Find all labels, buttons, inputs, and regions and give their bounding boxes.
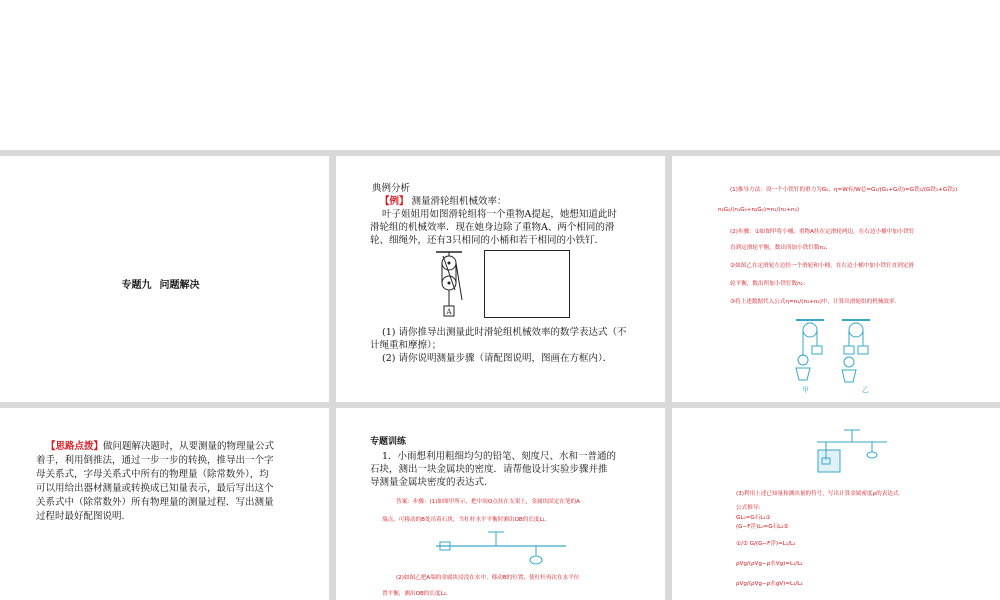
derivation-line-4: (G−F浮)L₀=G石L₂②	[736, 524, 789, 530]
tip-line-1	[46, 440, 274, 453]
slide-title	[0, 276, 329, 291]
problem-line-1: 叶子姐姐用如图滑轮组将一个重物A提起，她想知道此时	[382, 209, 617, 220]
answer-line-4: 置平衡，测出OB的长度L₂.	[382, 591, 448, 597]
answer-line-5: ②如图乙在定滑轮左边挂一个滑轮和小桶，在右边小桶中加小铁钉直到定滑	[730, 263, 915, 269]
derivation-line-5: ①/② G/(G−F浮)=L₁/L₂	[736, 541, 796, 547]
problem-line-3: 导测量金属块密度的表达式.	[370, 477, 488, 488]
slide-thumbnail-4[interactable]	[0, 408, 329, 600]
figure-label-a: 甲	[802, 386, 809, 394]
slide-thumbnail-3[interactable]	[672, 156, 1000, 402]
derivation-line-7: ρVg/(ρVg−ρ水gV)=L₁/L₂	[736, 581, 803, 587]
answer-line-2: 端点，可移动的B处吊着石块，当杠杆水平平衡时测出OB的长度L₁.	[382, 517, 547, 523]
answer-line-3: (2)如图乙把A端的金属块浸没在水中，移动B的位置，使杠杆再次在水平位	[396, 575, 580, 581]
example-line	[380, 195, 507, 208]
problem-line-3: 轮、细绳外，还有3只相同的小桶和若干相同的小铁钉．	[370, 235, 605, 246]
tip-line-2: 着手，利用倒推法，通过一步一步的转换，推导出一个字	[36, 455, 274, 466]
answer-line-2: n₁G₀/(n₁G₀+n₂G₀)=n₁/(n₁+n₂)	[718, 207, 800, 213]
problem-line-1: 1．小雨想利用粗细均匀的铅笔、刻度尺、水和一普通的	[382, 451, 617, 462]
chapter-label: 专题九	[121, 280, 152, 291]
section-heading: 专题训练	[370, 437, 407, 447]
question-1b: 计绳重和摩擦）；	[370, 340, 442, 351]
section-heading: 典例分析	[372, 183, 411, 194]
pulley-answer-figure	[790, 316, 880, 396]
chapter-title: 问题解决	[159, 280, 200, 291]
answer-line-7: ③将上述数据代入公式η=n₁/(n₁+n₂)中，计算出滑轮组的机械效率.	[730, 299, 897, 305]
answer-line-1: (1)推导方法：设一个小铁钉的重力为G₀，η=W有/W总=G₁/(G₁+G动)=G铁₁/(G铁₁+G铁₂)	[730, 187, 958, 193]
example-tag: 【例】	[380, 196, 409, 207]
lever-water-figure	[812, 428, 892, 478]
drawing-box	[484, 250, 570, 318]
slide-grid	[0, 150, 1000, 600]
question-1a: (1) 请你推导出测量此时滑轮组机械效率的数学表达式（不	[382, 327, 627, 338]
slide-thumbnail-5[interactable]	[336, 408, 665, 600]
derivation-line-6: ρVg/(ρVg−ρ水Vg)=L₁/L₂	[736, 561, 803, 567]
slide-thumbnail-2[interactable]	[336, 156, 665, 402]
tip-text-1: 做问题解决题时，从要测量的物理量公式	[103, 441, 275, 452]
slide-thumbnail-6[interactable]	[672, 408, 1000, 600]
slide-thumbnail-1[interactable]	[0, 156, 329, 402]
figure-label-b: 乙	[862, 386, 869, 394]
answer-line-6: 轮平衡，数出所加小铁钉数n₂；	[730, 281, 809, 287]
problem-line-2: 滑轮组的机械效率．现在她身边除了重物A、两个相同的滑	[370, 222, 615, 233]
tip-line-4: 可以用给出器材测量或转换成已知量表示，最后写出这个	[36, 483, 274, 494]
tip-line-3: 母关系式，字母关系式中所有的物理量（除常数外），均	[36, 469, 269, 480]
example-title: 测量滑轮组机械效率：	[411, 196, 507, 207]
answer-line-1: 答案：步骤：(1)如图甲所示，把中间O点挂在支架上，金属块固定在笔的A	[396, 499, 580, 505]
pulley-figure	[432, 250, 472, 322]
problem-line-2: 石块，测出一块金属块的密度．请帮他设计实验步骤并推	[370, 464, 608, 475]
answer-line-4: 直到定滑轮平衡，数出所加小铁钉数n₁；	[730, 245, 831, 251]
tip-line-5: 关系式中（除常数外）所有物理量的测量过程．写出测量	[36, 497, 274, 508]
answer-line-3: (2)步骤：①如图甲将小桶、重物A挂在定滑轮两边，在右边小桶中加小铁钉	[730, 229, 915, 235]
derivation-line-3: GL₀=G石L₁①	[736, 515, 771, 521]
question-2: (2) 请你说明测量步骤（请配图说明，图画在方框内）．	[382, 353, 613, 364]
derivation-line-1: (3)利用上述已知量和测出量的符号，写出计算金属密度ρ的表达式.	[736, 491, 901, 497]
tip-tag: 【思路点拨】	[46, 441, 104, 452]
tip-line-6: 过程时最好配图说明.	[36, 511, 125, 522]
lever-figure	[426, 528, 576, 568]
weight-label: A	[446, 308, 452, 316]
derivation-line-2: 公式推导：	[736, 505, 764, 511]
blank-top-area	[0, 0, 1000, 150]
